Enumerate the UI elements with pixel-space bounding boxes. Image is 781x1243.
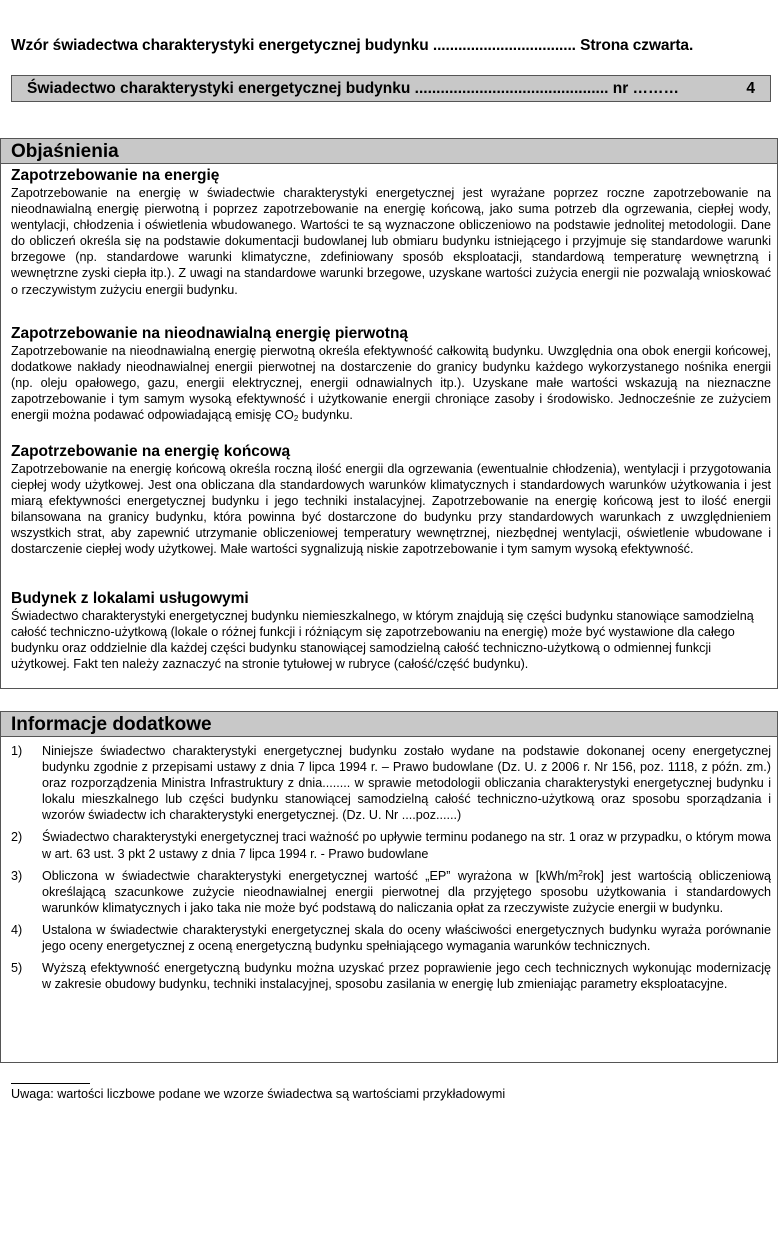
list-item <box>11 829 771 861</box>
subsection-title: Budynek z lokalami usługowymi <box>11 590 249 607</box>
item-number: 1) <box>11 744 23 758</box>
item-text: Ustalona w świadectwie charakterystyki energetycznej skala do oceny właściwości energetycznych budynku wyraża porównanie jego oceny energetycznej z oceną energetyczną budynku spełniającego wymagania warunków technicznych. <box>42 922 771 954</box>
superscript: 2 <box>578 868 583 878</box>
section-heading: Objaśnienia <box>1 139 777 164</box>
item-text: Niniejsze świadectwo charakterystyki energetycznej budynku zostało wydane na podstawie dokonanej oceny energetycznej budynku zgodnie z przepisami ustawy z dnia 7 lipca 1994 r. – Prawo budowlane (Dz. U. z 2006 r. Nr 156, poz. 1118, z późn. zm.) oraz rozporządzenia Ministra Infrastruktury z dnia........ w sprawie metodologii obliczania charakterystyki energetycznej budynku i lokalu mieszkalnego lub części budynku stanowiącej samodzielną całość techniczno-użytkową oraz sposobu sporządzania i wzorów świadectw ich charakterystyki energetycznej. (Dz. U. Nr ....poz......) <box>42 744 771 823</box>
certificate-label: Świadectwo charakterystyki energetycznej budynku ............................................. nr ……… <box>27 80 680 97</box>
footnote: Uwaga: wartości liczbowe podane we wzorze świadectwa są wartościami przykładowymi <box>11 1087 506 1101</box>
subscript: 2 <box>293 414 299 424</box>
item-text: Obliczona w świadectwie charakterystyki energetycznej wartość „EP” wyrażona w $[kWh/m^2rok]$ jest wartością obliczeniową określającą szacunkowe zużycie nieodnawialnej energii pierwotnej dla przyjętego sposobu użytkowania i standardowych warunków klimatycznych i jako taka nie może być podstawą do naliczania opłat za rzeczywiste zużycie energii w budynku. <box>42 868 772 915</box>
item-number: 2) <box>11 830 23 845</box>
objasnienia-section <box>0 138 778 689</box>
subsection-service-premises <box>11 590 771 672</box>
list-item <box>11 960 771 992</box>
subsection-final-energy <box>11 443 771 558</box>
subsection-energy-demand <box>11 167 771 298</box>
subsection-body: Zapotrzebowanie na nieodnawialną energię pierwotną określa efektywność całkowitą budynku. Uwzględnia ona obok energii końcowej, dodatkowe nakłady nieodnawialnej energii pierwotnej na dostarczenie do granicy budynku każdego wykorzystanego nośnika energii (np. oleju opałowego, gazu, energii elektrycznej, energii odnawialnych itp.). Uzyskane małe wartości wskazują na nieznaczne zapotrzebowanie i tym samym wysoką efektywność i użytkowanie energii chroniące zasoby i środowisko. Jednocześnie ze zużyciem energii można podawać odpowiadającą emisję $CO_2$ budynku. <box>11 344 771 424</box>
item-number: 3) <box>11 868 23 883</box>
list-item <box>11 743 771 823</box>
info-list <box>11 743 771 998</box>
section-heading: Informacje dodatkowe <box>1 712 777 737</box>
item-text: Świadectwo charakterystyki energetycznej traci ważność po upływie terminu podanego na str. 1 oraz w przypadku, o którym mowa w art. 63 ust. 3 pkt 2 ustawy z dnia 7 lipca 1994 r. - Prawo budowlane <box>42 830 771 861</box>
item-number: 5) <box>11 961 23 976</box>
subsection-body: Zapotrzebowanie na energię końcową określa roczną ilość energii dla ogrzewania (ewentualnie chłodzenia), wentylacji i przygotowania ciepłej wody użytkowej. Jest ona obliczana dla standardowych warunków klimatycznych i standardowych warunków użytkowania i jest miarą efektywności energetycznej budynku i jego techniki instalacyjnej. Zapotrzebowanie na energię końcową jest to ilość energii bilansowana na granicy budynku, która powinna być dostarczone do budynku przy standardowych warunkach z uwzględnieniem wszystkich strat, aby zapewnić utrzymanie obliczeniowej temperatury wewnętrznej, niezbędnej wentylacji, oświetlenie wbudowane i dostarczenie ciepłej wody użytkowej. Małe wartości sygnalizują niskie zapotrzebowanie i tym samym wysoką efektywność. <box>11 462 771 557</box>
list-item <box>11 868 771 916</box>
subsection-body: Zapotrzebowanie na energię w świadectwie charakterystyki energetycznej jest wyrażane poprzez roczne zapotrzebowanie na nieodnawialną energię pierwotną i poprzez zapotrzebowanie na energię końcową, jako suma potrzeb dla ogrzewania, ciepłej wody, wentylacji, chłodzenia i oświetlenia wbudowanego. Wartości te są wyznaczone obliczeniowo na podstawie jednolitej metodologii. Dane do obliczeń określa się na podstawie dokumentacji budowlanej lub obmiaru budynku istniejącego i przyjmuje się standardowe warunki brzegowe (np. standardowe warunki klimatyczne, zdefiniowany sposób eksploatacji, standardową temperaturę wewnętrzną i wewnętrzne zyski ciepła itp.). Z uwagi na standardowe warunki brzegowe, uzyskane wartości zużycia energii nie pozwalają wnioskować o rzeczywistym zużyciu energii budynku. <box>11 186 771 297</box>
footnote-divider <box>11 1083 90 1084</box>
document-title: Wzór świadectwa charakterystyki energetycznej budynku .................................. Strona czwarta. <box>11 37 694 54</box>
item-text: Wyższą efektywność energetyczną budynku można uzyskać przez poprawienie jego cech technicznych wykonując modernizację w zakresie obudowy budynku, techniki instalacyjnej, sposobu zasilania w energię lub zmieniając parametry eksploatacyjne. <box>42 961 771 992</box>
subsection-primary-energy <box>11 325 771 427</box>
item-number: 4) <box>11 922 23 937</box>
subsection-body: Świadectwo charakterystyki energetycznej budynku niemieszkalnego, w którym znajdują się części budynku stanowiące samodzielną całość techniczno-użytkową (lokale o różnej funkcji i różniącym się zapotrzebowaniu na energię) może być wystawione dla całego budynku oraz oddzielnie dla każdej części budynku stanowiącej samodzielną całość techniczno-użytkową o odmiennej funkcji użytkowej. Fakt ten należy zaznaczyć na stronie tytułowej w rubryce (całość/część budynku). <box>11 609 754 672</box>
page-number: 4 <box>746 80 755 97</box>
subsection-title: Zapotrzebowanie na nieodnawialną energię pierwotną <box>11 325 409 342</box>
subsection-title: Zapotrzebowanie na energię końcową <box>11 443 291 460</box>
list-item <box>11 922 771 954</box>
certificate-header-bar <box>11 75 771 102</box>
informacje-dodatkowe-section <box>0 711 778 1063</box>
subsection-title: Zapotrzebowanie na energię <box>11 167 220 184</box>
